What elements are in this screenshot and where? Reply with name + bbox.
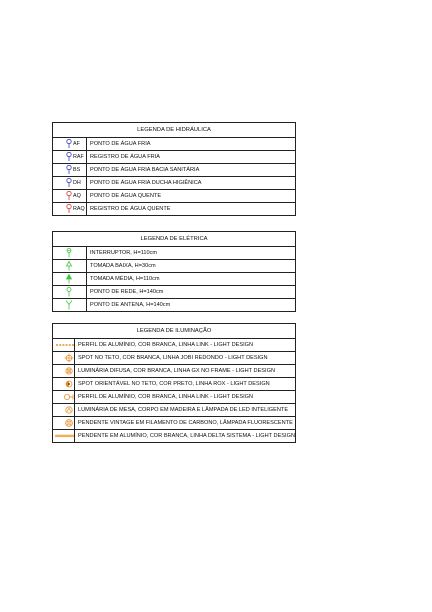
medium-outlet-icon <box>53 273 86 285</box>
hot-water-point-icon <box>53 190 86 202</box>
lighting-label: PENDENTE VINTAGE EM FILAMENTO DE CARBONO, LÂMPADA FLUORESCENTE <box>75 417 296 430</box>
aluminum-pendant-line-icon <box>53 430 75 442</box>
electrical-label: TOMADA MÉDIA, H=110cm <box>87 273 296 286</box>
electrical-legend-table <box>52 231 296 312</box>
hydraulic-code: RAQ <box>73 206 85 212</box>
table-row <box>53 138 296 151</box>
lighting-label: PERFIL DE ALUMÍNIO, COR BRANCA, LINHA LINK - LIGHT DESIGN <box>75 391 296 404</box>
table-row <box>53 299 296 312</box>
diffuse-luminaire-icon <box>53 365 75 377</box>
hydraulic-label: PONTO DE ÁGUA FRIA <box>87 138 296 151</box>
aluminum-profile-point-icon <box>53 391 75 403</box>
network-point-icon <box>53 286 86 298</box>
table-row <box>53 378 296 391</box>
cold-water-point-icon <box>53 138 86 150</box>
hydraulic-code: DH <box>73 180 81 186</box>
electrical-label: PONTO DE REDE, H=140cm <box>87 286 296 299</box>
vintage-pendant-icon <box>53 417 75 429</box>
lighting-label: LUMINÁRIA DE MESA, CORPO EM MADEIRA E LÂMPADA DE LED INTELIGENTE <box>75 404 296 417</box>
lighting-legend-table <box>52 323 296 443</box>
hydraulic-code: RAF <box>73 154 84 160</box>
table-row <box>53 286 296 299</box>
hydraulic-code: AQ <box>73 193 81 199</box>
lighting-label: LUMINÁRIA DIFUSA, COR BRANCA, LINHA GX NO FRAME - LIGHT DESIGN <box>75 365 296 378</box>
hydraulic-code: AF <box>73 141 80 147</box>
lighting-label: SPOT NO TETO, COR BRANCA, LINHA JOBI REDONDO - LIGHT DESIGN <box>75 352 296 365</box>
electrical-label: PONTO DE ANTENA, H=140cm <box>87 299 296 312</box>
table-row <box>53 151 296 164</box>
antenna-point-icon <box>53 299 86 311</box>
table-row <box>53 404 296 417</box>
table-lamp-icon <box>53 404 75 416</box>
hydraulic-legend-table <box>52 122 296 216</box>
lighting-label: PENDENTE EM ALUMÍNIO, COR BRANCA, LINHA DELTA SISTEMA - LIGHT DESIGN <box>75 430 296 443</box>
hydraulic-label: PONTO DE ÁGUA QUENTE <box>87 190 296 203</box>
adjustable-spot-icon <box>53 378 75 390</box>
ceiling-spot-icon <box>53 352 75 364</box>
hydraulic-label: PONTO DE ÁGUA FRIA DUCHA HIGIÊNICA <box>87 177 296 190</box>
table-row <box>53 203 296 216</box>
table-row <box>53 273 296 286</box>
toilet-water-point-icon <box>53 164 86 176</box>
table-row <box>53 391 296 404</box>
table-row <box>53 352 296 365</box>
lighting-legend-title: LEGENDA DE ILUMINAÇÃO <box>53 324 296 339</box>
electrical-label: INTERRUPTOR, H=110cm <box>87 247 296 260</box>
hydraulic-code: BS <box>73 167 81 173</box>
hydraulic-label: REGISTRO DE ÁGUA FRIA <box>87 151 296 164</box>
aluminum-profile-dashed-icon <box>53 339 75 351</box>
switch-icon <box>53 247 86 259</box>
table-row <box>53 430 296 443</box>
table-row <box>53 339 296 352</box>
electrical-label: TOMADA BAIXA, H=30cm <box>87 260 296 273</box>
table-row <box>53 177 296 190</box>
hygienic-shower-point-icon <box>53 177 86 189</box>
table-row <box>53 365 296 378</box>
electrical-legend-title: LEGENDA DE ELÉTRICA <box>53 232 296 247</box>
hydraulic-label: REGISTRO DE ÁGUA QUENTE <box>87 203 296 216</box>
table-row <box>53 164 296 177</box>
table-row <box>53 260 296 273</box>
low-outlet-icon <box>53 260 86 272</box>
lighting-label: PERFIL DE ALUMÍNIO, COR BRANCA, LINHA LINK - LIGHT DESIGN <box>75 339 296 352</box>
hydraulic-legend-title: LEGENDA DE HIDRÁULICA <box>53 123 296 138</box>
hydraulic-label: PONTO DE ÁGUA FRIA BACIA SANITÁRIA <box>87 164 296 177</box>
table-row <box>53 417 296 430</box>
lighting-label: SPOT ORIENTÁVEL NO TETO, COR PRETO, LINHA ROX - LIGHT DESIGN <box>75 378 296 391</box>
table-row <box>53 247 296 260</box>
table-row <box>53 190 296 203</box>
